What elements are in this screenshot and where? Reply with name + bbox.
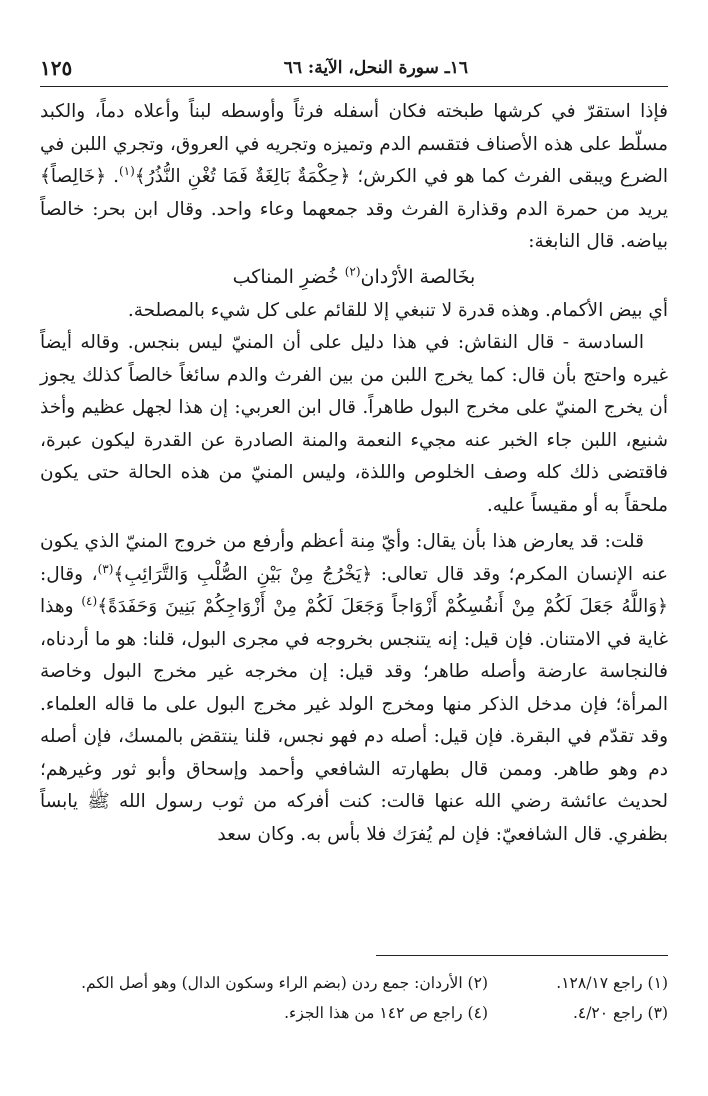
- paragraph-2: أي بيض الأكمام. وهذه قدرة لا تنبغي إلا للقائم على كل شيء بالمصلحة.: [127, 299, 668, 321]
- footnote-row-1: [40, 968, 668, 998]
- footnote-row-2: [40, 998, 668, 1028]
- footnote-3: (٣) راجع ٤/٢٠.: [572, 1004, 668, 1022]
- paragraph-1-text: فإذا استقرّ في كرشها طبخته فكان أسفله فرثاً وأوسطه لبناً وأعلاه دماً، والكبد مسلّط على هذه الأصناف فتقسم الدم وتميزه وتجريه في العروق، وتجري اللبن في الضرع ويبقى الفرث كما هو في الكرش؛ ﴿حِكْمَةٌ بَالِغَةٌ فَمَا تُغْنِ النُّذُرُ﴾: [40, 101, 668, 187]
- paragraph-3: السادسة - قال النقاش: في هذا دليل على أن المنيّ ليس بنجس. وقاله أيضاً غيره واحتج بأن قال: كما يخرج اللبن من بين الفرث والدم سائغاً خالصاً كذلك يجوز أن يخرج المنيّ على مخرج البول طاهراً. قال ابن العربي: إن هذا لجهل عظيم وأخذ شنيع، اللبن جاء الخبر عنه مجيء النعمة والمنة الصادرة عن القدرة ليكون عبرة، فاقتضى ذلك كله وصف الخلوص واللذة، وليس المنيّ من هذه الحالة حتى يكون ملحقاً به أو مقيساً عليه.: [40, 332, 668, 516]
- footnote-1: (١) راجع ١٢٨/١٧.: [556, 974, 668, 992]
- footnote-4: (٤) راجع ص ١٤٢ من هذا الجزء.: [284, 1004, 488, 1022]
- chapter-title: ١٦ـ سورة النحل، الآية: ٦٦: [283, 58, 468, 78]
- footnote-ref-4: (٤): [81, 593, 98, 608]
- footnote-ref-2: (٢): [344, 264, 361, 279]
- footnote-divider: [376, 955, 668, 956]
- footnotes: [40, 968, 668, 1028]
- footnote-2: (٢) الأردان: جمع ردن (بضم الراء وسكون الدال) وهو أصل الكم.: [81, 974, 488, 992]
- paragraph-4-text-a: قلت: قد يعارض هذا بأن يقال: وأيّ مِنة أعظم وأرفع من خروج المنيّ الذي يكون عنه الإنسان المكرم؛ وقد قال تعالى: ﴿يَخْرُجُ مِنْ بَيْنِ الصُّلْبِ وَالتَّرَائِبِ﴾: [40, 531, 668, 585]
- paragraph-1-tail: . ﴿خَالِصاً﴾ يريد من حمرة الدم وقذارة الفرث وقد جمعهما وعاء واحد. وقال ابن بحر: خالصاً بياضه. قال النابغة:: [40, 166, 668, 252]
- footnote-ref-3: (٣): [97, 561, 114, 576]
- running-header: [40, 56, 668, 87]
- main-text: [40, 96, 668, 851]
- paragraph-1: [40, 96, 668, 259]
- verse-text: بخَالصة الأرْدان: [360, 265, 476, 288]
- footnote-ref-1: (١): [118, 163, 135, 178]
- verse-tail: خُضرِ المناكب: [232, 265, 345, 288]
- paragraph-4-text-c: وهذا غاية في الامتنان. فإن قيل: إنه يتنجس بخروجه في مجرى البول، قلنا: هو ما أردناه، فالنجاسة عارضة وأصله طاهر؛ وقد قيل: إن مخرجه غير مخرج البول وخاصة المرأة؛ فإن مدخل الذكر منها ومخرج الولد غير مخرج البول على ما قاله العلماء. وقد تقدّم في البقرة. فإن قيل: أصله دم فهو نجس، قلنا ينتقض بالمسك، فإن أصله دم وهو طاهر. وممن قال بطهارته الشافعي وأحمد وإسحاق وأبو ثور وغيرهم؛ لحديث عائشة رضي الله عنها قالت: كنت أفركه من ثوب رسول الله ﷺ يابساً بظفري. قال الشافعيّ: فإن لم يُفرَك فلا بأس به. وكان سعد: [40, 596, 668, 845]
- poetry-verse: [40, 259, 668, 295]
- paragraph-4-text-b: ، وقال: ﴿وَاللَّهُ جَعَلَ لَكُمْ مِنْ أَنفُسِكُمْ أَزْوَاجاً وَجَعَلَ لَكُمْ مِنْ أَزْوَاجِكُمْ بَنِينَ وَحَفَدَةً﴾: [40, 563, 669, 617]
- page-number: ١٢٥: [40, 56, 73, 80]
- paragraph-4: [40, 526, 668, 851]
